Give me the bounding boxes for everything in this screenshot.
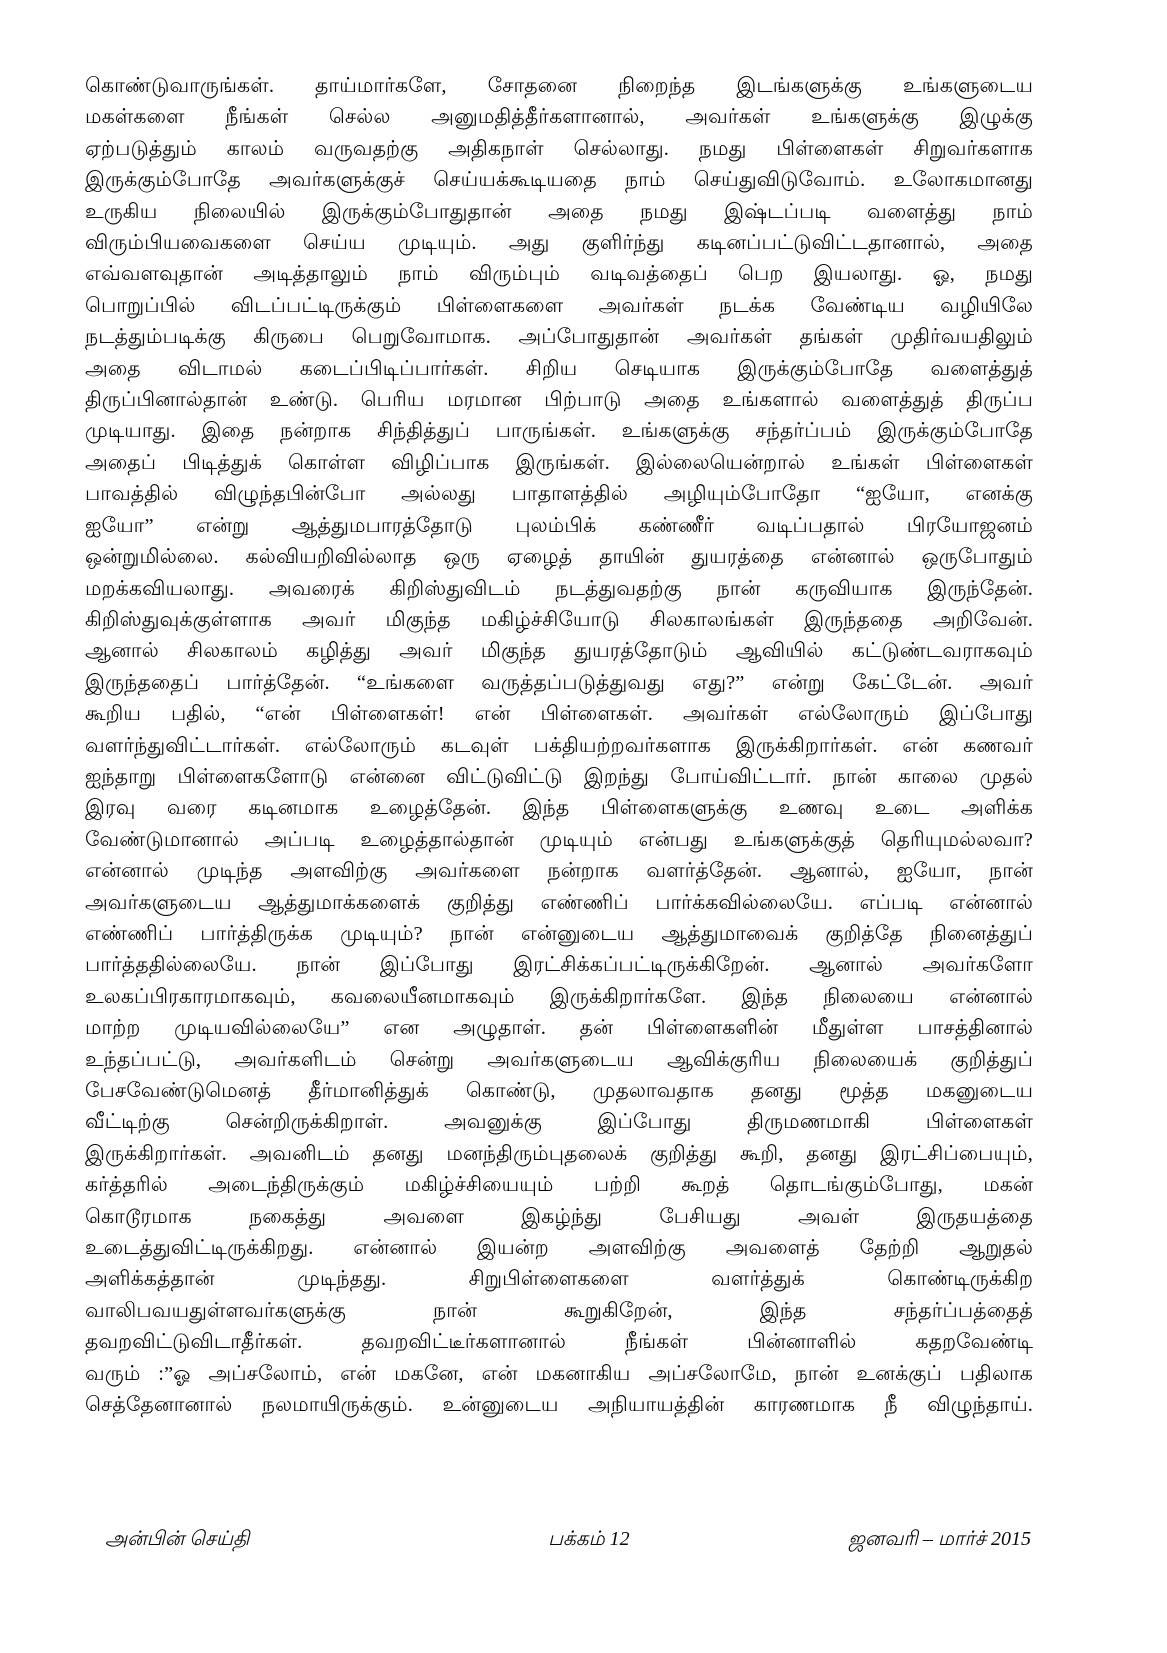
text-line: வரும் :”ஓ அப்சலோம், என் மகனே, என் மகனாகிய அப்சலோமே, நான் உனக்குப் பதிலாக	[85, 1362, 1033, 1385]
text-line: இருந்ததைப் பார்த்தேன். “உங்களை வருத்தப்படுத்துவது எது?” என்று கேட்டேன். அவர்	[85, 671, 1033, 694]
text-line: ஏற்படுத்தும் காலம் வருவதற்கு அதிகநாள் செல்லாது. நமது பிள்ளைகள் சிறுவர்களாக	[85, 137, 1033, 160]
text-line: தவறவிட்டுவிடாதீர்கள். தவறவிட்டீர்களானால் நீங்கள் பின்னாளில் கதறவேண்டி	[85, 1331, 1033, 1354]
body-text	[85, 71, 1033, 1421]
text-line: வளர்ந்துவிட்டார்கள். எல்லோரும் கடவுள் பக்தியற்றவர்களாக இருக்கிறார்கள். என் கணவர்	[85, 734, 1033, 757]
text-line: கூறிய பதில், “என் பிள்ளைகள்! என் பிள்ளைகள். அவர்கள் எல்லோரும் இப்போது	[85, 703, 1033, 726]
page-footer	[85, 1528, 1033, 1553]
text-line: ஐந்தாறு பிள்ளைகளோடு என்னை விட்டுவிட்டு இறந்து போய்விட்டார். நான் காலை முதல்	[85, 765, 1033, 788]
text-line: அதைப் பிடித்துக் கொள்ள விழிப்பாக இருங்கள். இல்லையென்றால் உங்கள் பிள்ளைகள்	[85, 451, 1033, 474]
text-line: பார்த்ததில்லையே. நான் இப்போது இரட்சிக்கப்பட்டிருக்கிறேன். ஆனால் அவர்களோ	[85, 954, 1033, 977]
text-line: மாற்ற முடியவில்லையே” என அழுதாள். தன் பிள்ளைகளின் மீதுள்ள பாசத்தினால்	[85, 1017, 1033, 1040]
text-line: மகள்களை நீங்கள் செல்ல அனுமதித்தீர்களானால், அவர்கள் உங்களுக்கு இழுக்கு	[85, 106, 1033, 129]
text-line: அவர்களுடைய ஆத்துமாக்களைக் குறித்து எண்ணிப் பார்க்கவில்லையே. எப்படி என்னால்	[85, 891, 1033, 914]
text-line: எவ்வளவுதான் அடித்தாலும் நாம் விரும்பும் வடிவத்தைப் பெற இயலாது. ஓ, நமது	[85, 263, 1033, 286]
text-line: கொடூரமாக நகைத்து அவளை இகழ்ந்து பேசியது அவள் இருதயத்தை	[85, 1205, 1033, 1228]
text-line: வேண்டுமானால் அப்படி உழைத்தால்தான் முடியும் என்பது உங்களுக்குத் தெரியுமல்லவா?	[85, 828, 1033, 851]
text-line: கர்த்தரில் அடைந்திருக்கும் மகிழ்ச்சியையும் பற்றி கூறத் தொடங்கும்போது, மகன்	[85, 1174, 1033, 1197]
text-line: உடைத்துவிட்டிருக்கிறது. என்னால் இயன்ற அளவிற்கு அவளைத் தேற்றி ஆறுதல்	[85, 1237, 1033, 1260]
text-line: மறக்கவியலாது. அவரைக் கிறிஸ்துவிடம் நடத்துவதற்கு நான் கருவியாக இருந்தேன்.	[85, 577, 1033, 600]
text-line: இருக்கிறார்கள். அவனிடம் தனது மனந்திரும்புதலைக் குறித்து கூறி, தனது இரட்சிப்பையும்,	[85, 1142, 1033, 1165]
text-line: எண்ணிப் பார்த்திருக்க முடியும்? நான் என்னுடைய ஆத்துமாவைக் குறித்தே நினைத்துப்	[85, 922, 1033, 945]
text-line: உலகப்பிரகாரமாகவும், கவலையீனமாகவும் இருக்கிறார்களே. இந்த நிலையை என்னால்	[85, 985, 1033, 1008]
text-line: விரும்பியவைகளை செய்ய முடியும். அது குளிர்ந்து கடினப்பட்டுவிட்டதானால், அதை	[85, 232, 1033, 255]
text-line: வாலிபவயதுள்ளவர்களுக்கு நான் கூறுகிறேன், இந்த சந்தர்ப்பத்தைத்	[85, 1299, 1033, 1322]
text-line: பேசவேண்டுமெனத் தீர்மானித்துக் கொண்டு, முதலாவதாக தனது மூத்த மகனுடைய	[85, 1080, 1033, 1102]
text-line: உந்தப்பட்டு, அவர்களிடம் சென்று அவர்களுடைய ஆவிக்குரிய நிலையைக் குறித்துப்	[85, 1048, 1033, 1071]
text-line: ஆனால் சிலகாலம் கழித்து அவர் மிகுந்த துயரத்தோடும் ஆவியில் கட்டுண்டவராகவும்	[85, 640, 1033, 663]
text-line: அளிக்கத்தான் முடிந்தது. சிறுபிள்ளைகளை வளர்த்துக் கொண்டிருக்கிற	[85, 1268, 1033, 1291]
footer-page-number: பக்கம் 12	[548, 1528, 630, 1550]
text-line: ஐயோ” என்று ஆத்துமபாரத்தோடு புலம்பிக் கண்ணீர் வடிப்பதால் பிரயோஜனம்	[85, 514, 1033, 537]
footer-issue-date: ஜனவரி – மார்ச் 2015	[848, 1528, 1031, 1550]
text-line: செத்தேனானால் நலமாயிருக்கும். உன்னுடைய அநியாயத்தின் காரணமாக நீ விழுந்தாய்.	[85, 1394, 1033, 1417]
text-line: திருப்பினால்தான் உண்டு. பெரிய மரமான பிற்பாடு அதை உங்களால் வளைத்துத் திருப்ப	[85, 389, 1033, 412]
text-line: இருக்கும்போதே அவர்களுக்குச் செய்யக்கூடியதை நாம் செய்துவிடுவோம். உலோகமானது	[85, 169, 1033, 192]
text-line: முடியாது. இதை நன்றாக சிந்தித்துப் பாருங்கள். உங்களுக்கு சந்தர்ப்பம் இருக்கும்போதே	[85, 420, 1033, 443]
text-line: என்னால் முடிந்த அளவிற்கு அவர்களை நன்றாக வளர்த்தேன். ஆனால், ஐயோ, நான்	[85, 860, 1033, 883]
text-line: பாவத்தில் விழுந்தபின்போ அல்லது பாதாளத்தில் அழியும்போதோ “ஐயோ, எனக்கு	[85, 483, 1033, 506]
text-line: ஒன்றுமில்லை. கல்வியறிவில்லாத ஒரு ஏழைத் தாயின் துயரத்தை என்னால் ஒருபோதும்	[85, 546, 1033, 569]
text-line: கிறிஸ்துவுக்குள்ளாக அவர் மிகுந்த மகிழ்ச்சியோடு சிலகாலங்கள் இருந்ததை அறிவேன்.	[85, 608, 1033, 631]
text-line: அதை விடாமல் கடைப்பிடிப்பார்கள். சிறிய செடியாக இருக்கும்போதே வளைத்துத்	[85, 357, 1033, 380]
text-line: உருகிய நிலையில் இருக்கும்போதுதான் அதை நமது இஷ்டப்படி வளைத்து நாம்	[85, 200, 1033, 223]
text-line: கொண்டுவாருங்கள். தாய்மார்களே, சோதனை நிறைந்த இடங்களுக்கு உங்களுடைய	[85, 75, 1033, 97]
footer-magazine-title: அன்பின் செய்தி	[105, 1528, 250, 1550]
text-line: இரவு வரை கடினமாக உழைத்தேன். இந்த பிள்ளைகளுக்கு உணவு உடை அளிக்க	[85, 797, 1033, 820]
text-line: பொறுப்பில் விடப்பட்டிருக்கும் பிள்ளைகளை அவர்கள் நடக்க வேண்டிய வழியிலே	[85, 294, 1033, 317]
text-line: வீட்டிற்கு சென்றிருக்கிறாள். அவனுக்கு இப்போது திருமணமாகி பிள்ளைகள்	[85, 1111, 1033, 1134]
text-line: நடத்தும்படிக்கு கிருபை பெறுவோமாக. அப்போதுதான் அவர்கள் தங்கள் முதிர்வயதிலும்	[85, 326, 1033, 349]
